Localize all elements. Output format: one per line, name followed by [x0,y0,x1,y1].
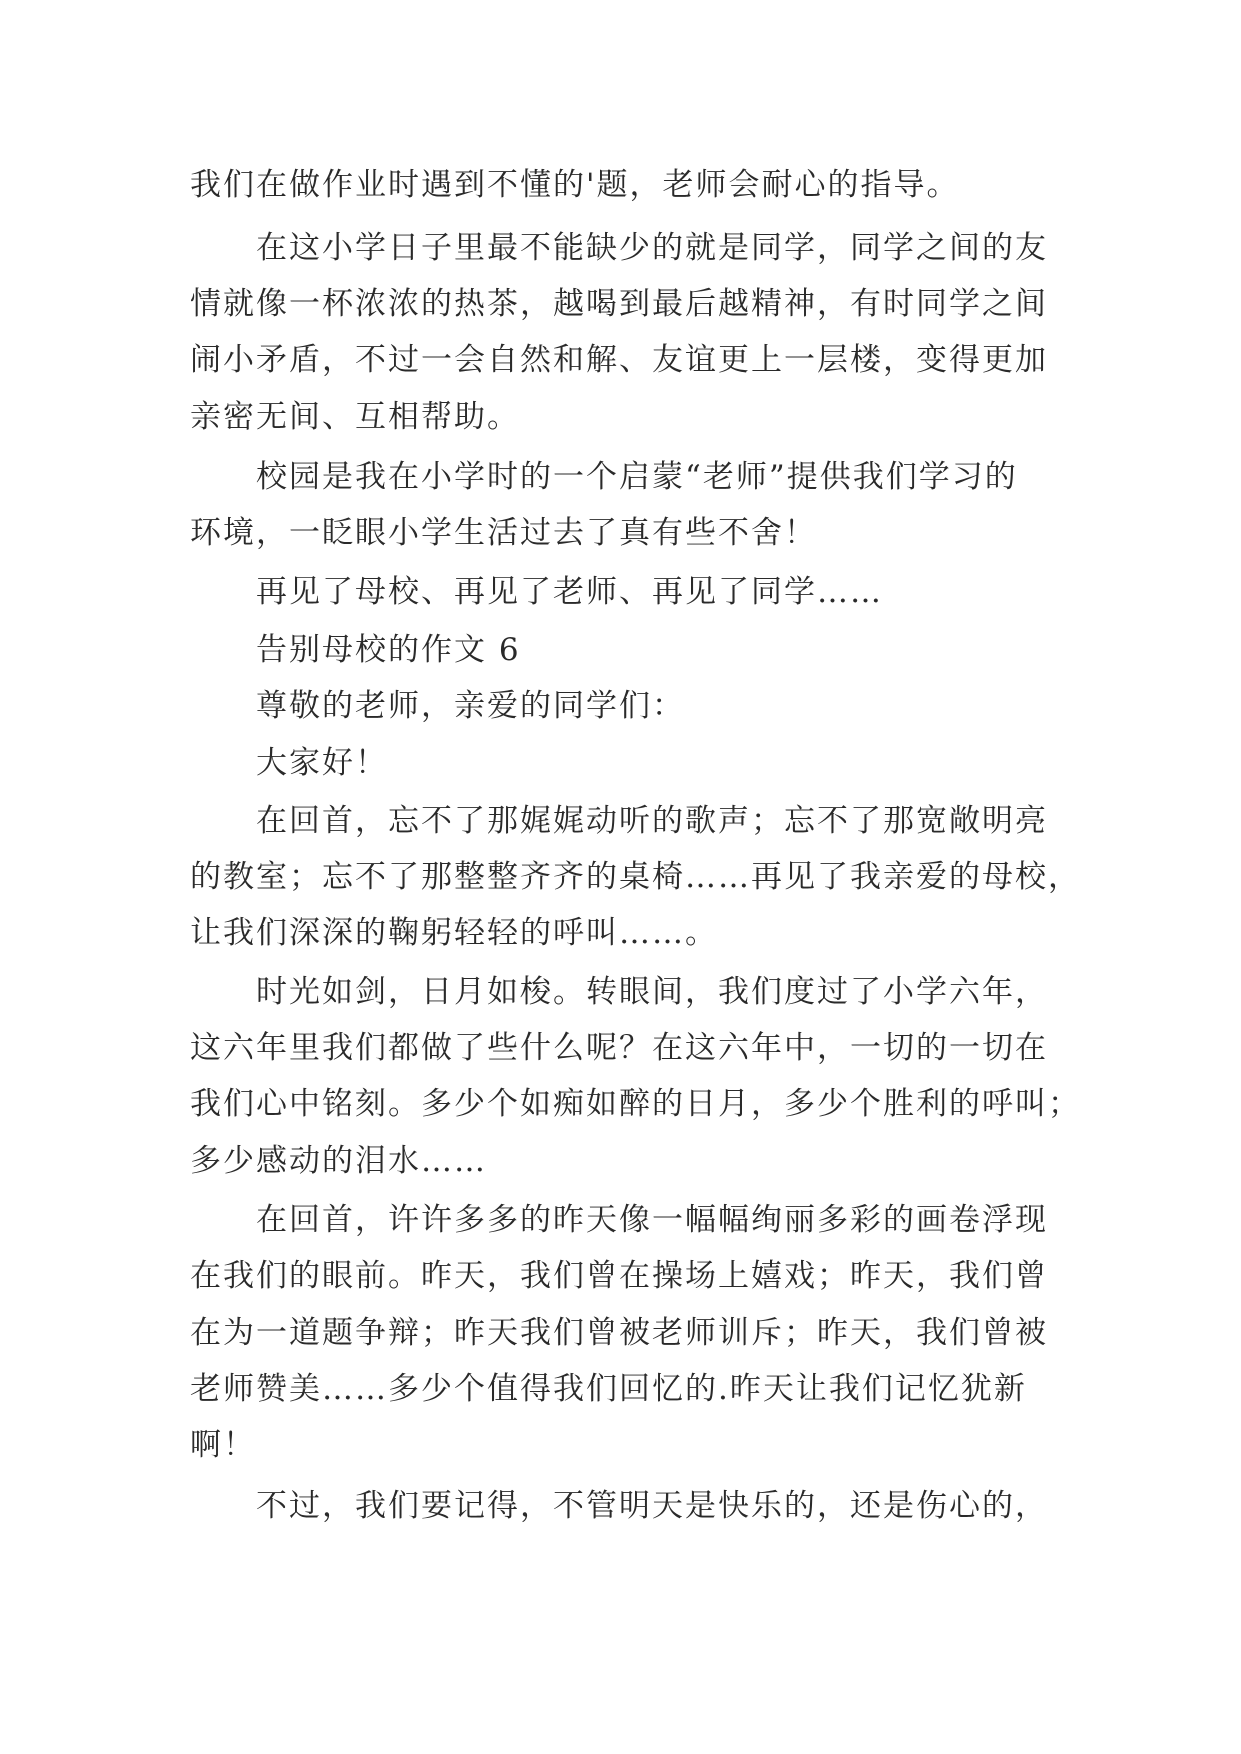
text-line: 不过，我们要记得，不管明天是快乐的，还是伤心的， [256,1488,1048,1524]
text-line: 啊！ [190,1427,256,1463]
text-line: 时光如剑，日月如梭。转眼间，我们度过了小学六年， [256,974,1048,1010]
greeting: 大家好！ [256,745,388,781]
section-heading: 告别母校的作文 6 [256,632,521,668]
text-line: 这六年里我们都做了些什么呢？在这六年中，一切的一切在 [190,1030,1048,1066]
text-line: 在我们的眼前。昨天，我们曾在操场上嬉戏；昨天，我们曾 [190,1258,1048,1294]
text-line: 我们在做作业时遇到不懂的'题，老师会耐心的指导。 [190,167,960,203]
text-line: 亲密无间、互相帮助。 [190,399,520,435]
text-line: 多少感动的泪水…… [190,1143,487,1179]
text-line: 我们心中铭刻。多少个如痴如醉的日月，多少个胜利的呼叫； [190,1086,1081,1122]
text-line: 情就像一杯浓浓的热茶，越喝到最后越精神，有时同学之间 [190,286,1048,322]
text-line: 在回首，许许多多的昨天像一幅幅绚丽多彩的画卷浮现 [256,1202,1048,1238]
text-line: 再见了母校、再见了老师、再见了同学…… [256,574,883,610]
text-line: 环境，一眨眼小学生活过去了真有些不舍！ [190,515,817,551]
text-line: 的教室；忘不了那整整齐齐的桌椅……再见了我亲爱的母校， [190,859,1081,895]
text-line: 在为一道题争辩；昨天我们曾被老师训斥；昨天，我们曾被 [190,1315,1048,1351]
text-line: 闹小矛盾，不过一会自然和解、友谊更上一层楼，变得更加 [190,342,1048,378]
text-line: 让我们深深的鞠躬轻轻的呼叫……。 [190,915,718,951]
text-line: 老师赞美……多少个值得我们回忆的.昨天让我们记忆犹新 [190,1371,1027,1407]
text-line: 在回首，忘不了那娓娓动听的歌声；忘不了那宽敞明亮 [256,803,1048,839]
salutation: 尊敬的老师，亲爱的同学们： [256,688,685,724]
text-line: 校园是我在小学时的一个启蒙“老师”提供我们学习的 [256,459,1018,495]
text-line: 在这小学日子里最不能缺少的就是同学，同学之间的友 [256,230,1048,266]
